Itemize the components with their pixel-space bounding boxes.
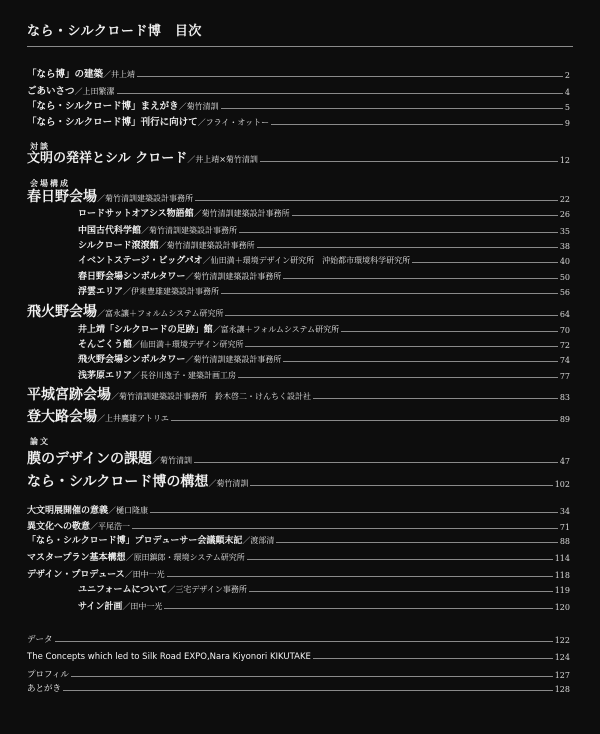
- title-divider: [27, 46, 573, 47]
- toc-entry-separator: ／: [185, 272, 194, 281]
- toc-entry-separator: ／: [141, 226, 150, 235]
- toc-entry-label: [27, 474, 248, 491]
- toc-entry-title: 飛火野会場シンボルタワー: [78, 355, 186, 365]
- toc-leader-line: [257, 247, 558, 248]
- toc-entry-label: [27, 150, 258, 167]
- toc-entry[interactable]: [0, 350, 600, 366]
- toc-entry[interactable]: [0, 65, 600, 81]
- toc-entry-label: [78, 350, 281, 367]
- toc-entry-title: あとがき: [27, 684, 62, 694]
- toc-entry-separator: ／: [97, 309, 105, 318]
- toc-entry-separator: ／: [125, 553, 134, 562]
- toc-entry-author: 富永讓＋フォルムシステム研究所: [220, 325, 340, 334]
- toc-entry[interactable]: [0, 320, 600, 336]
- toc-entry-author: 平尾浩一: [98, 522, 131, 531]
- toc-entry-title: ロードサットオアシス物語館: [78, 209, 194, 219]
- page-title: なら・シルクロード博 目次: [27, 24, 202, 39]
- toc-entry-label: [27, 451, 192, 468]
- toc-entry-separator: ／: [97, 414, 105, 423]
- toc-entry-title: 浅茅原エリア: [78, 371, 133, 381]
- toc-page-number: 35: [559, 227, 570, 236]
- toc-entry-separator: ／: [152, 456, 161, 465]
- toc-page-number: 119: [554, 586, 570, 595]
- toc-entry[interactable]: [0, 221, 600, 237]
- toc-page-number: 114: [554, 554, 570, 563]
- toc-entry-separator: ／: [185, 355, 194, 364]
- toc-leader-line: [260, 161, 558, 162]
- toc-page-number: 40: [559, 257, 570, 266]
- toc-entry-label: [27, 679, 61, 696]
- toc-entry[interactable]: [0, 267, 600, 283]
- toc-entry-title: 異文化への敬意: [27, 522, 91, 532]
- toc-leader-line: [137, 76, 563, 77]
- toc-entry[interactable]: [0, 304, 600, 320]
- toc-entry[interactable]: [0, 474, 600, 490]
- toc-entry-author: 伊東豊雄建築設計事務所: [131, 287, 220, 296]
- toc-entry-author: 菊竹清訓建築設計事務所: [193, 355, 282, 364]
- toc-leader-line: [341, 331, 558, 332]
- toc-page-number: 26: [559, 210, 570, 219]
- toc-leader-line: [245, 346, 558, 347]
- section-heading-taidan: 対談: [30, 142, 50, 151]
- toc-page-number: 38: [559, 242, 570, 251]
- toc-entry-author: 田中一光: [130, 602, 163, 611]
- toc-entry-separator: ／: [178, 102, 187, 111]
- toc-leader-line: [313, 398, 558, 399]
- toc-entry[interactable]: [0, 366, 600, 382]
- toc-page-number: 77: [559, 372, 570, 381]
- toc-page-number: 34: [559, 507, 570, 516]
- toc-leader-line: [117, 93, 563, 94]
- toc-leader-line: [221, 108, 563, 109]
- toc-entry-author: 菊竹清訓: [186, 102, 219, 111]
- toc-entry-author: 菊竹清訓建築設計事務所 鈴木啓二・けんちく設計社: [119, 392, 311, 401]
- toc-entry-separator: ／: [97, 194, 105, 203]
- toc-leader-line: [225, 315, 558, 316]
- toc-entry-separator: ／: [74, 87, 83, 96]
- toc-entry-author: 菊竹清訓建築設計事務所: [193, 272, 282, 281]
- toc-entry-title: 中国古代科学館: [78, 226, 142, 236]
- toc-entry[interactable]: [0, 548, 600, 564]
- toc-entry-title: サイン計画: [78, 602, 123, 612]
- toc-page-number: 50: [559, 273, 570, 282]
- toc-entry-author: 菊竹清訓: [160, 456, 193, 465]
- toc-entry-title: 平城宮跡会場: [27, 387, 111, 403]
- toc-entry-author: 樋口隆康: [116, 506, 149, 515]
- toc-page-number: 128: [554, 685, 570, 694]
- toc-leader-line: [194, 462, 558, 463]
- toc-entry-author: 菊竹清訓建築設計事務所: [149, 226, 238, 235]
- toc-leader-line: [71, 676, 553, 677]
- toc-entry-title: 「なら・シルクロード博」プロデューサー会議顛末記: [27, 536, 243, 546]
- toc-entry-author: 原田鎮郎・環境システム研究所: [133, 553, 245, 562]
- toc-entry-separator: ／: [197, 118, 206, 127]
- toc-entry[interactable]: [0, 335, 600, 351]
- toc-entry-separator: ／: [90, 522, 99, 531]
- toc-leader-line: [249, 591, 553, 592]
- toc-page-number: 2: [564, 71, 570, 80]
- toc-entry-author: 井上靖×菊竹清訓: [195, 155, 258, 164]
- toc-entry-title: マスタープラン基本構想: [27, 553, 126, 563]
- toc-entry[interactable]: [0, 204, 600, 220]
- toc-entry-label: [78, 204, 290, 221]
- toc-entry-title: そんごくう館: [78, 340, 133, 350]
- toc-leader-line: [164, 608, 553, 609]
- toc-entry[interactable]: [0, 251, 600, 267]
- toc-entry-title: 「なら博」の建築: [27, 69, 104, 80]
- toc-entry-author: 田中一光: [132, 570, 165, 579]
- toc-leader-line: [239, 232, 558, 233]
- toc-entry-title: シルクロード滾滾館: [78, 241, 159, 251]
- toc-leader-line: [313, 658, 553, 659]
- toc-leader-line: [271, 124, 563, 125]
- toc-entry-separator: ／: [103, 70, 112, 79]
- section-heading-ronbun: 論文: [30, 437, 50, 446]
- toc-entry-author: 仙田満＋環境デザイン研究所 沖始都市環境科学研究所: [210, 256, 411, 265]
- toc-entry[interactable]: [0, 189, 600, 205]
- toc-entry-title: 浮雲エリア: [78, 287, 124, 297]
- toc-entry[interactable]: [0, 679, 600, 695]
- toc-entry-label: [27, 97, 219, 114]
- toc-entry-label: [27, 630, 53, 647]
- toc-page-number: 9: [564, 119, 570, 128]
- toc-entry-author: 富永讓＋フォルムシステム研究所: [105, 309, 224, 318]
- toc-entry-title: ユニフォームについて: [78, 585, 168, 595]
- toc-entry-separator: ／: [108, 506, 117, 515]
- toc-entry-separator: ／: [187, 155, 196, 164]
- toc-entry-title: ごあいさつ: [27, 86, 75, 97]
- toc-entry-title: 登大路会場: [27, 409, 97, 425]
- toc-page-number: 70: [559, 326, 570, 335]
- toc-page-number: 124: [554, 653, 570, 662]
- toc-entry[interactable]: [0, 97, 600, 113]
- toc-entry-label: [27, 531, 274, 548]
- toc-entry[interactable]: [0, 282, 600, 298]
- toc-entry-author: 上井鷹雄アトリエ: [105, 414, 169, 423]
- toc-page-number: 4: [564, 88, 570, 97]
- toc-entry-label: [27, 304, 223, 321]
- toc-page-number: 71: [559, 523, 570, 532]
- toc-entry[interactable]: [0, 597, 600, 613]
- toc-entry-label: [27, 113, 269, 130]
- toc-entry[interactable]: [0, 113, 600, 129]
- toc-entry-author: 菊竹清訓建築設計事務所: [201, 209, 290, 218]
- toc-leader-line: [276, 542, 558, 543]
- toc-entry-label: [78, 251, 410, 268]
- toc-entry-author: 上田繁潔: [82, 87, 115, 96]
- toc-leader-line: [63, 690, 553, 691]
- toc-entry-separator: ／: [122, 602, 131, 611]
- toc-entry-label: [27, 65, 135, 82]
- toc-entry-separator: ／: [167, 585, 176, 594]
- toc-page-number: 5: [564, 103, 570, 112]
- toc-entry-title: The Concepts which led to Silk Road EXPO,Nara Kiyonori KIKUTAKE: [27, 652, 311, 662]
- toc-page-number: 12: [559, 156, 570, 165]
- toc-page-number: 74: [559, 356, 570, 365]
- toc-entry-title: 大文明展開催の意義: [27, 506, 109, 516]
- toc-entry[interactable]: [0, 150, 600, 166]
- toc-entry-title: 「なら・シルクロード博」まえがき: [27, 101, 179, 112]
- toc-entry-label: [27, 409, 169, 426]
- toc-entry-title: なら・シルクロード博の構想: [27, 474, 209, 490]
- toc-entry-title: 井上靖「シルクロードの足跡」館: [78, 325, 213, 335]
- toc-entry-label: [78, 366, 236, 383]
- toc-entry-label: [78, 580, 247, 597]
- toc-entry-separator: ／: [123, 287, 132, 296]
- toc-entry-title: 「なら・シルクロード博」刊行に向けて: [27, 117, 198, 128]
- toc-leader-line: [412, 262, 558, 263]
- toc-entry-title: デザイン・プロデュース: [27, 570, 125, 580]
- toc-entry[interactable]: [0, 82, 600, 98]
- toc-page-number: 118: [554, 571, 570, 580]
- toc-leader-line: [283, 361, 558, 362]
- toc-entry[interactable]: [0, 565, 600, 581]
- toc-entry-author: 渡部清: [250, 536, 275, 545]
- toc-entry[interactable]: [0, 451, 600, 467]
- toc-entry[interactable]: [0, 409, 600, 425]
- toc-entry-title: イベントステージ・ビッグパオ: [78, 256, 203, 266]
- toc-entry-separator: ／: [132, 371, 141, 380]
- toc-entry-author: 菊竹清訓建築設計事務所: [105, 194, 193, 203]
- toc-leader-line: [167, 576, 553, 577]
- toc-entry-author: 長谷川逸子・建築計画工房: [140, 371, 237, 380]
- toc-entry-separator: ／: [242, 536, 251, 545]
- toc-entry-separator: ／: [124, 570, 133, 579]
- toc-entry-label: [27, 548, 245, 565]
- toc-entry[interactable]: [0, 531, 600, 547]
- toc-entry-title: 春日野会場シンボルタワー: [78, 272, 186, 282]
- toc-entry-separator: ／: [132, 340, 141, 349]
- toc-entry-author: 菊竹清訓建築設計事務所: [166, 241, 255, 250]
- toc-entry-separator: ／: [202, 256, 211, 265]
- toc-page-number: 83: [559, 393, 570, 402]
- toc-leader-line: [292, 215, 558, 216]
- toc-leader-line: [171, 420, 558, 421]
- toc-entry[interactable]: [0, 630, 600, 646]
- toc-entry[interactable]: [0, 236, 600, 252]
- toc-entry-title: 膜のデザインの課題: [27, 451, 153, 467]
- toc-entry-separator: ／: [111, 392, 119, 401]
- toc-entry[interactable]: [0, 501, 600, 517]
- toc-page-number: 127: [554, 671, 570, 680]
- toc-entry-label: [27, 501, 148, 518]
- toc-leader-line: [221, 293, 558, 294]
- toc-leader-line: [195, 200, 558, 201]
- toc-leader-line: [247, 559, 553, 560]
- toc-page-number: 120: [554, 603, 570, 612]
- toc-entry-title: データ: [27, 635, 53, 645]
- toc-entry-separator: ／: [158, 241, 167, 250]
- toc-page-number: 22: [559, 195, 570, 204]
- toc-leader-line: [250, 485, 553, 486]
- toc-entry-label: [27, 387, 311, 404]
- toc-leader-line: [55, 641, 553, 642]
- toc-entry-author: 井上靖: [111, 70, 136, 79]
- toc-page-number: 102: [554, 480, 570, 489]
- toc-page-number: 56: [559, 288, 570, 297]
- toc-entry-title: 飛火野会場: [27, 304, 97, 320]
- toc-entry[interactable]: [0, 387, 600, 403]
- toc-page-number: 89: [559, 415, 570, 424]
- toc-page-number: 47: [559, 457, 570, 466]
- toc-entry-author: フライ・オットー: [205, 118, 270, 127]
- toc-entry-author: 三宅デザイン事務所: [175, 585, 247, 594]
- toc-leader-line: [150, 512, 558, 513]
- toc-page-number: 122: [554, 636, 570, 645]
- toc-leader-line: [283, 278, 558, 279]
- toc-entry[interactable]: [0, 647, 600, 663]
- toc-entry-label: [27, 647, 311, 664]
- toc-entry-author: 菊竹清訓: [216, 479, 249, 488]
- section-heading-kaijo: 会場構成: [30, 179, 70, 188]
- toc-entry-title: プロフィル: [27, 670, 69, 680]
- toc-entry-author: 仙田満＋環境デザイン研究所: [140, 340, 244, 349]
- toc-entry[interactable]: [0, 580, 600, 596]
- toc-leader-line: [238, 377, 558, 378]
- toc-entry-title: 春日野会場: [27, 189, 97, 205]
- toc-entry-label: [78, 597, 162, 614]
- toc-entry-separator: ／: [193, 209, 202, 218]
- toc-page-number: 72: [559, 341, 570, 350]
- toc-entry-label: [78, 282, 219, 299]
- toc-entry-separator: ／: [208, 479, 217, 488]
- toc-page-number: 88: [559, 537, 570, 546]
- toc-page-number: 64: [559, 310, 570, 319]
- toc-entry-separator: ／: [212, 325, 221, 334]
- toc-leader-line: [132, 528, 558, 529]
- toc-entry-title: 文明の発祥とシル クロード: [27, 151, 188, 166]
